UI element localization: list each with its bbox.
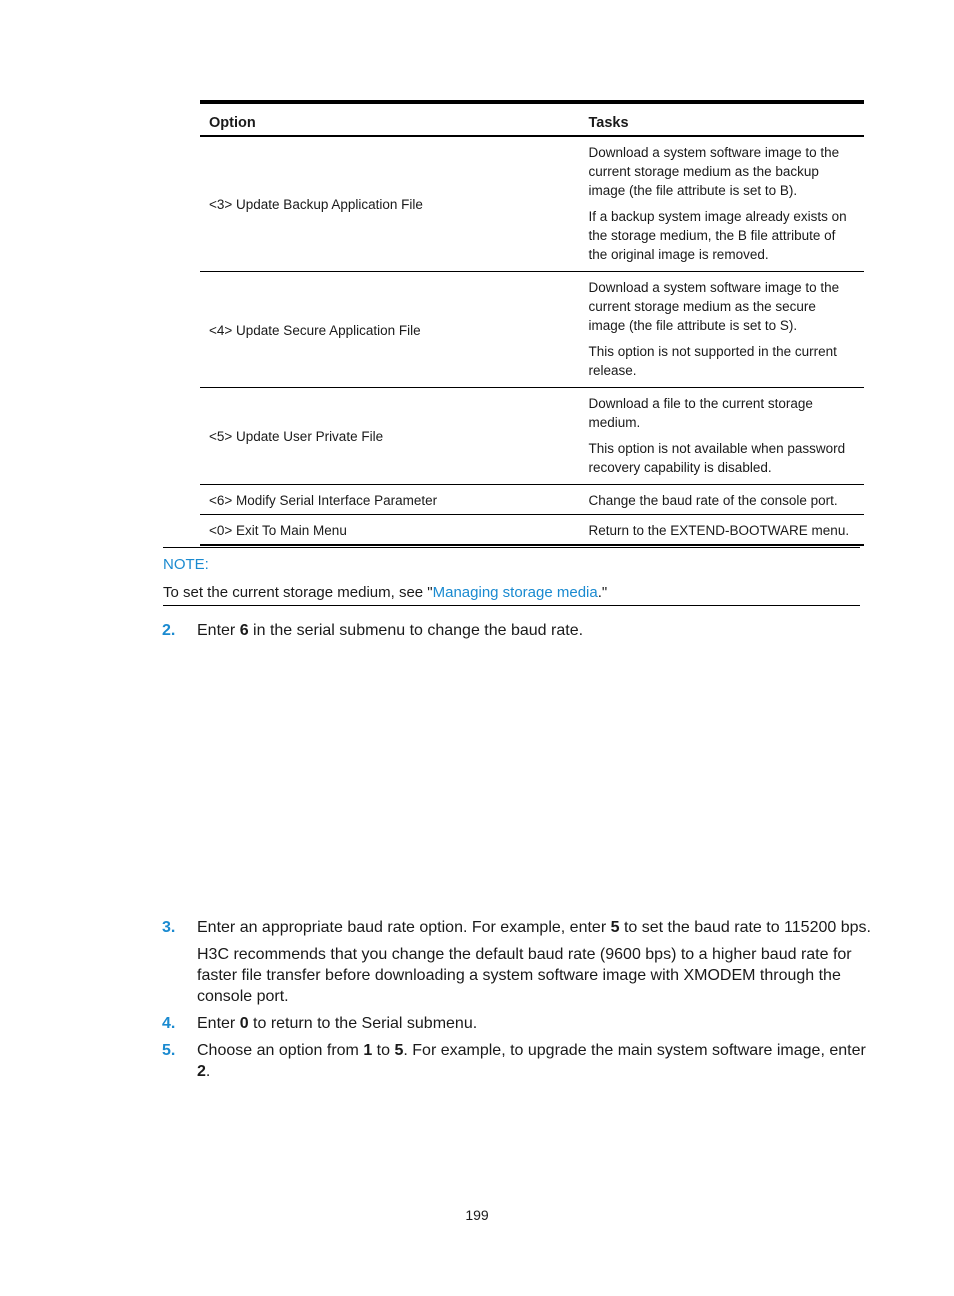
step-key: 0 (239, 1015, 249, 1032)
note-suffix: ." (597, 584, 608, 601)
table-row (200, 136, 864, 272)
step-text-part: in the serial submenu to change the baud rate. (248, 622, 584, 639)
table-row (200, 272, 864, 388)
page-number: 199 (465, 1207, 489, 1223)
header-tasks: Tasks (588, 115, 629, 131)
option-cell: <3> Update Backup Application File (209, 197, 423, 212)
step-text-part: Choose an option from (197, 1042, 364, 1059)
table-header-row (200, 102, 864, 136)
step-number: 4. (162, 1015, 176, 1032)
tasks-cell (580, 388, 865, 485)
step-key: 6 (239, 622, 249, 639)
step-text-part: to set the baud rate to 115200 bps. (619, 919, 871, 936)
task-text: Download a file to the current storage medium. (588, 396, 813, 430)
step-number: 2. (162, 622, 176, 639)
step-key: 5 (394, 1042, 404, 1059)
managing-storage-media-link[interactable]: Managing storage media (432, 584, 598, 601)
task-text: This option is not supported in the current release. (588, 344, 837, 378)
option-cell: <5> Update User Private File (209, 429, 384, 444)
step-text-part: . For example, to upgrade the main system software image, enter (403, 1042, 866, 1059)
header-option: Option (209, 115, 256, 131)
task-text: Download a system software image to the current storage medium as the backup image (the file attribute is set to B). (588, 145, 840, 198)
task-text: This option is not available when password recovery capability is disabled. (588, 441, 846, 475)
note-box (163, 547, 860, 606)
step-text (197, 1013, 872, 1034)
task-text: If a backup system image already exists on the storage medium, the B file attribute of the original image is removed. (588, 209, 847, 262)
table-row (200, 485, 864, 515)
step-text (197, 620, 872, 641)
step-3-paragraph: H3C recommends that you change the default baud rate (9600 bps) to a higher baud rate for faster file transfer before downloading a system software image with XMODEM through the console port. (197, 946, 852, 1005)
tasks-cell: Change the baud rate of the console port. (588, 493, 838, 508)
tasks-cell (580, 272, 865, 388)
table-row (200, 515, 864, 546)
step-text-part: . (205, 1063, 211, 1080)
step-text-part: Enter (197, 622, 240, 639)
table-row (200, 388, 864, 485)
option-cell: <4> Update Secure Application File (209, 322, 421, 338)
step-4 (162, 1013, 872, 1034)
tasks-cell (580, 136, 865, 272)
step-number: 3. (162, 919, 176, 936)
step-5 (162, 1040, 872, 1082)
note-title: NOTE: (163, 556, 209, 573)
option-cell: <6> Modify Serial Interface Parameter (209, 493, 438, 508)
step-text (197, 1040, 872, 1082)
step-key: 5 (610, 919, 620, 936)
step-number: 5. (162, 1042, 176, 1059)
step-text-part: to (372, 1042, 395, 1059)
tasks-cell: Return to the EXTEND-BOOTWARE menu. (588, 523, 850, 538)
options-table (200, 100, 864, 546)
step-key: 1 (363, 1042, 373, 1059)
step-text (197, 917, 872, 938)
option-cell: <0> Exit To Main Menu (209, 523, 347, 538)
step-text-part: Enter (197, 1015, 240, 1032)
note-prefix: To set the current storage medium, see " (163, 584, 433, 601)
step-3 (162, 917, 872, 938)
step-key: 2 (197, 1063, 206, 1080)
step-text-part: to return to the Serial submenu. (248, 1015, 478, 1032)
note-body (163, 584, 860, 605)
step-text-part: Enter an appropriate baud rate option. For example, enter (197, 919, 611, 936)
task-text: Download a system software image to the current storage medium as the secure image (the file attribute is set to S). (588, 280, 840, 333)
step-2 (162, 620, 872, 641)
